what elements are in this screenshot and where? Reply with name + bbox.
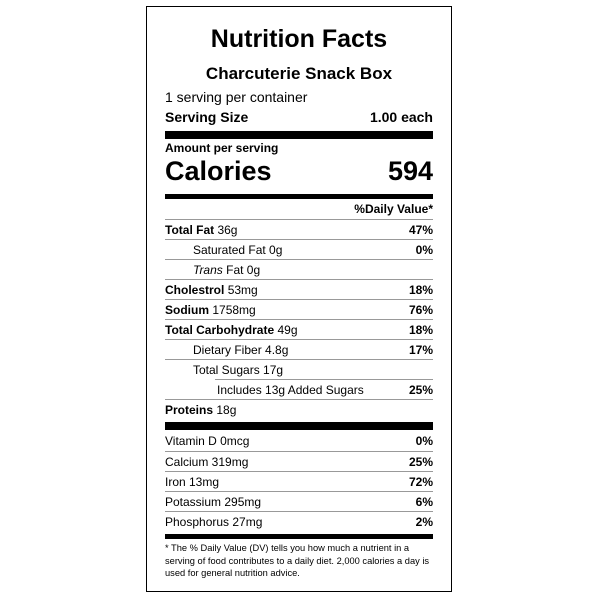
product-name: Charcuterie Snack Box — [205, 64, 393, 83]
nutrient-dv: 76% — [408, 302, 433, 317]
medium-divider — [165, 534, 433, 539]
servings-per-container: 1 serving per container — [165, 89, 308, 105]
nutrient-label: Proteins — [165, 402, 214, 417]
calories-value: 594 — [387, 156, 433, 186]
calories-label: Calories — [165, 156, 272, 186]
nutrient-amount: 1758mg — [212, 302, 256, 317]
thick-divider — [165, 131, 433, 139]
vitamin-row-iron — [165, 471, 433, 491]
vitamin-dv: 6% — [415, 494, 433, 509]
nutrient-dv: 0% — [415, 242, 433, 257]
nutrient-dv: 18% — [408, 322, 433, 337]
nutrition-label-inner — [165, 7, 433, 591]
nutrient-row-cholestrol — [165, 279, 433, 299]
nutrient-label: Total Sugars 17g — [193, 362, 284, 377]
nutrient-amount: 18g — [216, 402, 237, 417]
nutrient-label: Sodium — [165, 302, 209, 317]
trans-label: Trans — [193, 262, 223, 277]
serving-size-row — [165, 109, 433, 125]
nutrient-row-total-carbohydrate — [165, 319, 433, 339]
thick-divider — [165, 422, 433, 430]
serving-size-label: Serving Size — [165, 109, 249, 125]
nutrient-label: Includes 13g Added Sugars — [217, 382, 364, 397]
nutrient-dv: 25% — [408, 382, 433, 397]
medium-divider — [165, 194, 433, 199]
nutrient-label: Total Fat — [165, 222, 215, 237]
nutrient-row-proteins — [165, 399, 433, 419]
vitamin-label: Vitamin D 0mcg — [165, 434, 250, 448]
label-title: Nutrition Facts — [210, 25, 388, 53]
nutrient-row-added-sugars — [215, 379, 433, 399]
vitamin-label: Iron 13mg — [165, 474, 220, 489]
nutrient-dv: 18% — [408, 282, 433, 297]
vitamin-row-calcium — [165, 451, 433, 471]
nutrient-row-saturated-fat — [165, 239, 433, 259]
vitamin-row-phosphorus — [165, 511, 433, 531]
nutrient-row-sodium — [165, 299, 433, 319]
nutrient-row-dietary-fiber — [165, 339, 433, 359]
amount-per-serving: Amount per serving — [165, 141, 279, 155]
vitamin-label: Phosphorus 27mg — [165, 514, 263, 529]
nutrient-dv: 17% — [408, 342, 433, 357]
vitamin-dv: 25% — [408, 454, 433, 469]
nutrient-label: Dietary Fiber 4.8g — [193, 342, 289, 357]
nutrient-label: Total Carbohydrate — [165, 322, 275, 337]
vitamin-dv: 2% — [415, 514, 433, 529]
vitamin-dv: 72% — [408, 474, 433, 489]
vitamin-row-potassium — [165, 491, 433, 511]
nutrient-row-trans-fat — [165, 259, 433, 279]
trans-label-rest: Fat 0g — [222, 262, 261, 277]
calories-row — [165, 156, 433, 187]
nutrient-amount: 36g — [217, 222, 238, 237]
nutrient-label: Saturated Fat 0g — [193, 242, 283, 257]
vitamin-label: Calcium 319mg — [165, 454, 249, 469]
daily-value-header: %Daily Value* — [354, 202, 433, 216]
vitamin-dv: 0% — [415, 434, 433, 448]
nutrient-row-total-sugars — [165, 359, 433, 379]
nutrient-amount: 53mg — [227, 282, 258, 297]
nutrient-row-total-fat — [165, 219, 433, 239]
nutrition-label — [146, 6, 452, 592]
vitamin-label: Potassium 295mg — [165, 494, 262, 509]
footnote: * The % Daily Value (DV) tells you how much a nutrient in a serving of food contributes to a daily diet. 2,000 calories a day is used for general nutrition advice. — [165, 543, 430, 578]
vitamin-row-vitamin-d — [165, 431, 433, 451]
nutrient-dv: 47% — [408, 222, 433, 237]
serving-size-value: 1.00 each — [369, 109, 433, 125]
nutrient-label: Cholestrol — [165, 282, 225, 297]
nutrient-amount: 49g — [277, 322, 298, 337]
